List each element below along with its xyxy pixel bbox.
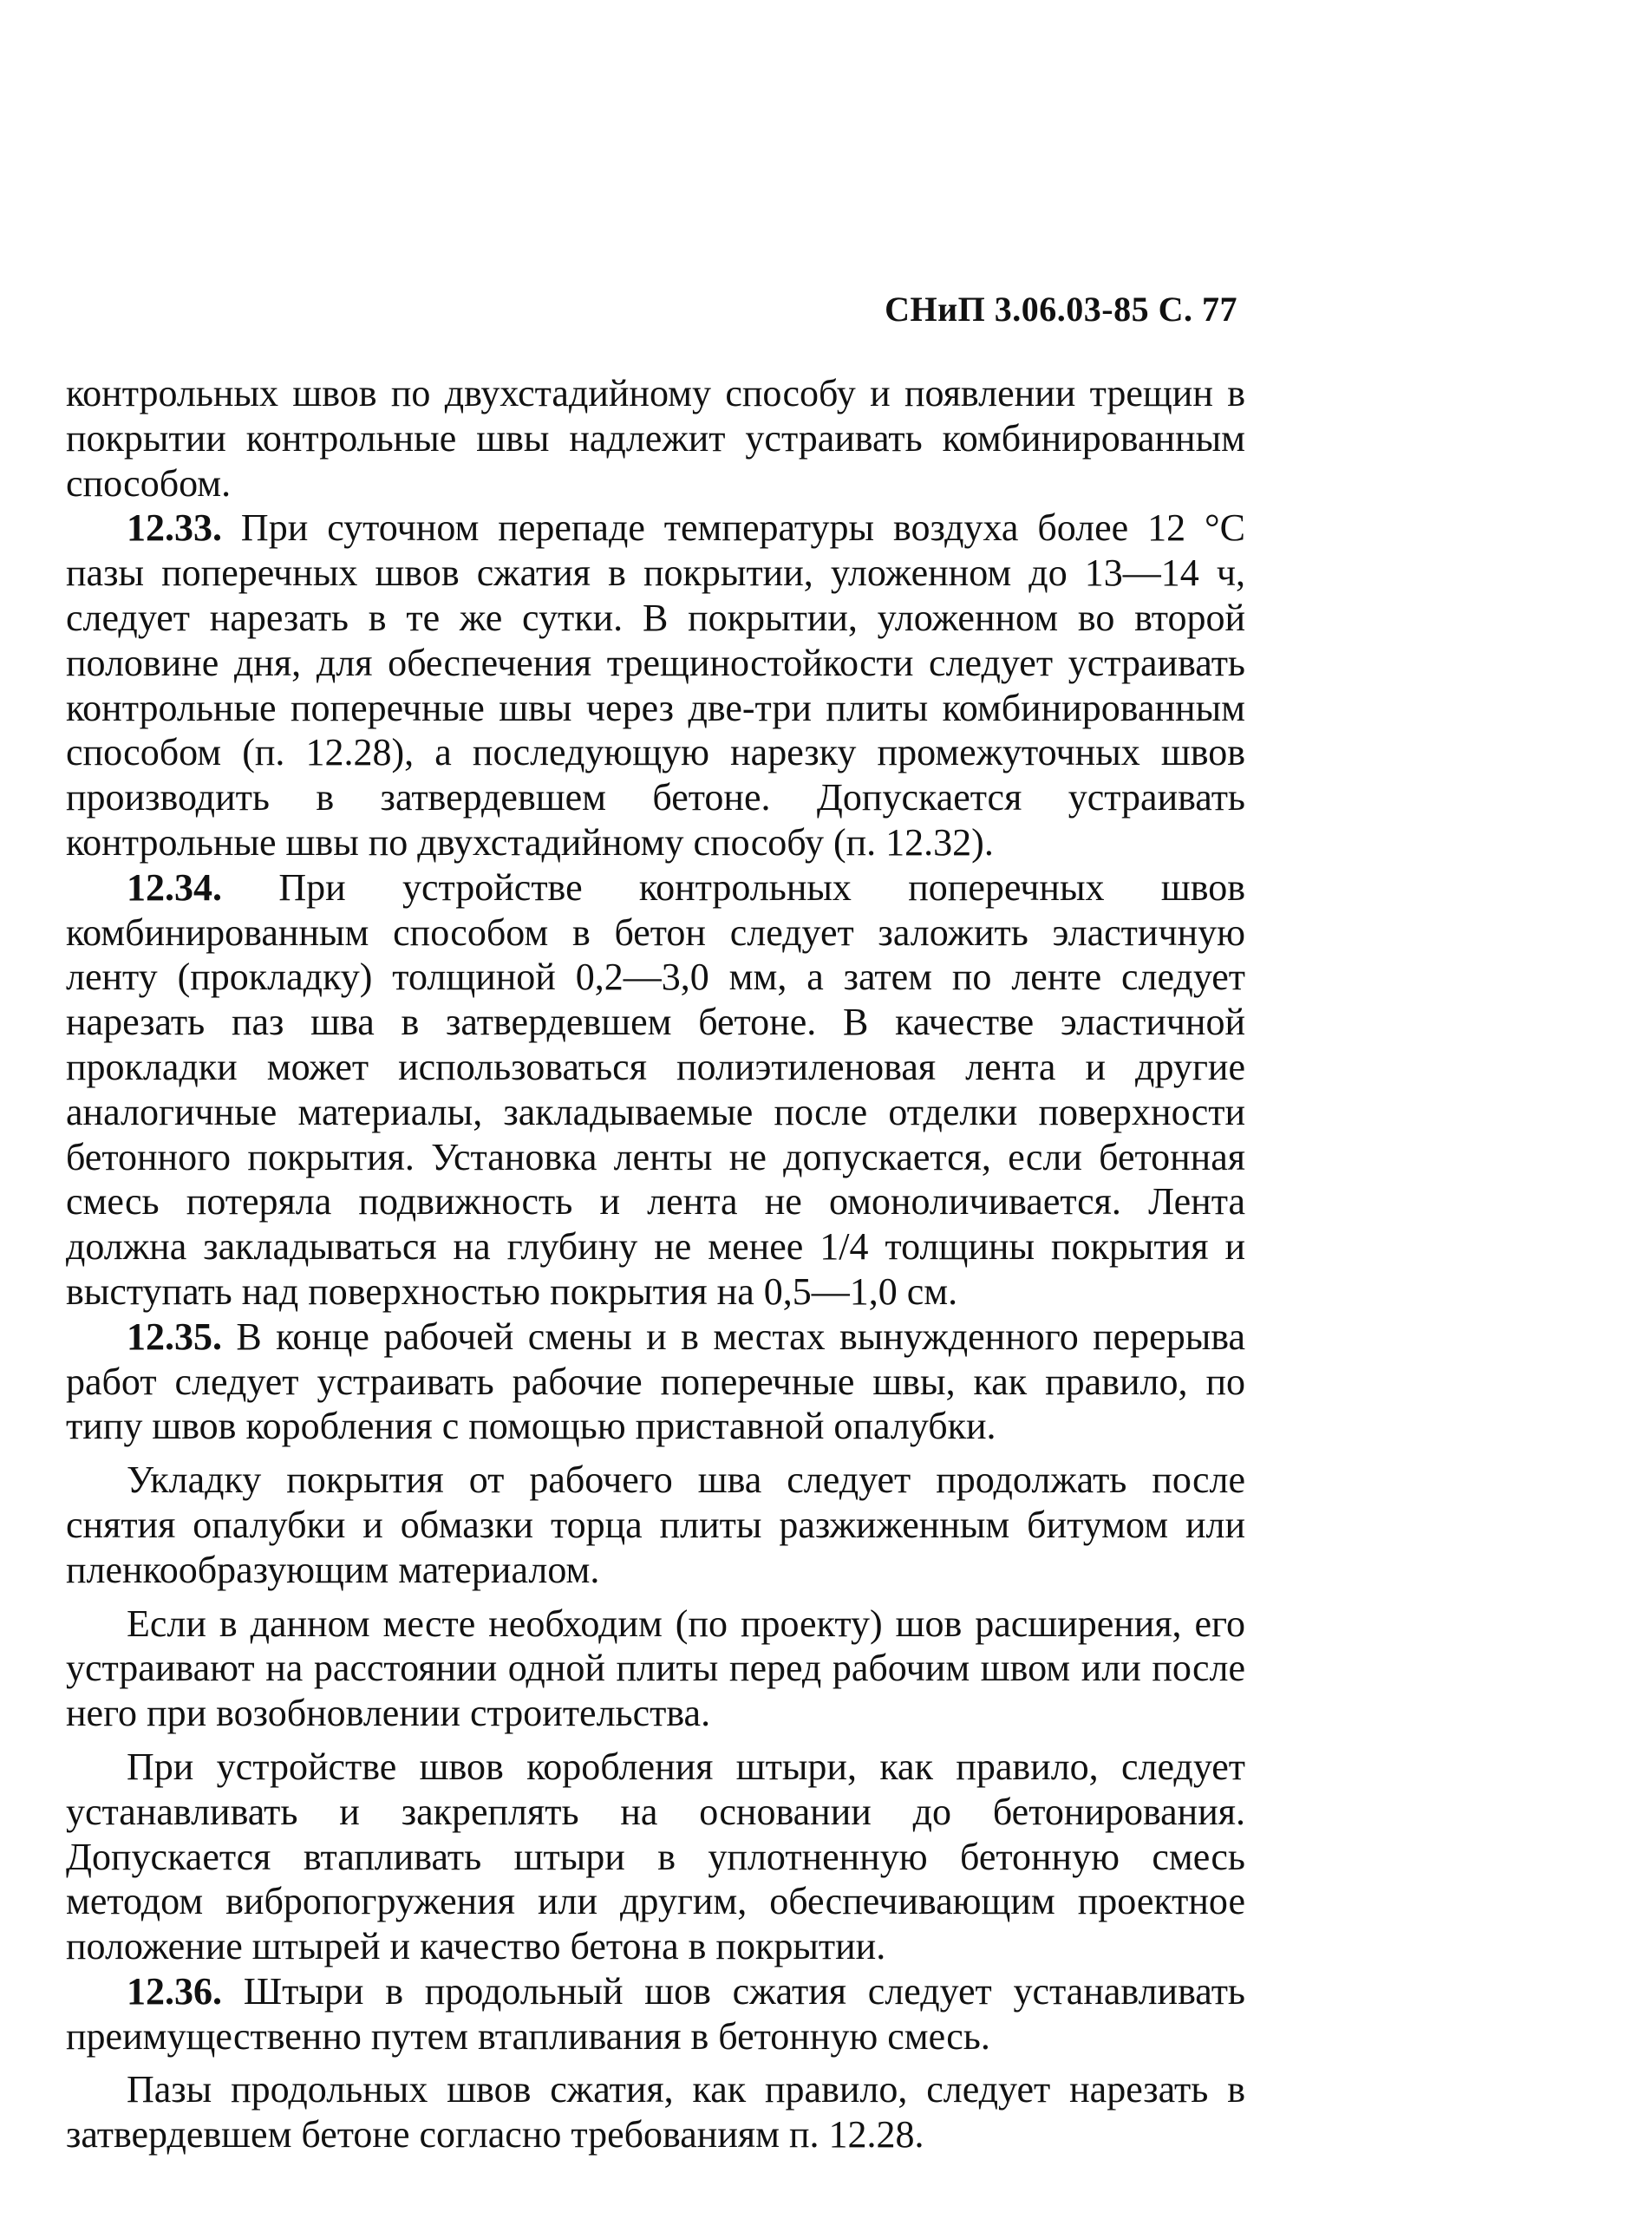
document-body xyxy=(66,371,1245,2157)
clause-12-35 xyxy=(66,1315,1245,1449)
running-header: СНиП 3.06.03-85 С. 77 xyxy=(885,290,1237,329)
paragraph-text: Пазы продольных швов сжатия, как правило, следует нарезать в затвердевшем бетоне согласно требованиям п. 12.28. xyxy=(66,2068,1245,2156)
paragraph-text: При устройстве контрольных поперечных швов комбинированным способом в бетон следует заложить эластичную ленту (прокладку) толщиной 0,2—3,0 мм, а затем по ленте следует нарезать паз шва в затвердевшем бетоне. В качестве эластичной прокладки может использоваться полиэтиленовая лента и другие аналогичные материалы, закладываемые после отделки поверхности бетонного покрытия. Установка ленты не допускается, если бетонная смесь потеряла подвижность и лента не омоноличивается. Лента должна закладываться на глубину не менее 1/4 толщины покрытия и выступать над поверхностью покрытия на 0,5—1,0 см. xyxy=(66,865,1245,1313)
paragraph-text: Если в данном месте необходим (по проекту) шов расширения, его устраивают на расстоянии одной плиты перед рабочим швом или после него при возобновлении строительства. xyxy=(66,1602,1245,1735)
paragraph-text: Укладку покрытия от рабочего шва следует продолжать после снятия опалубки и обмазки торца плиты разжиженным битумом или пленкообразующим материалом. xyxy=(66,1458,1245,1591)
paragraph-text: Штыри в продольный шов сжатия следует устанавливать преимущественно путем втапливания в бетонную смесь. xyxy=(66,1969,1245,2058)
paragraph-continuation xyxy=(66,371,1245,506)
paragraph-text: В конце рабочей смены и в местах вынужденного перерыва работ следует устраивать рабочие поперечные швы, как правило, по типу швов коробления с помощью приставной опалубки. xyxy=(66,1315,1245,1448)
paragraph xyxy=(66,1458,1245,1592)
clause-number: 12.34. xyxy=(127,865,222,909)
paragraph xyxy=(66,1602,1245,1736)
clause-number: 12.36. xyxy=(127,1969,222,2013)
clause-number: 12.35. xyxy=(127,1315,222,1358)
clause-number: 12.33. xyxy=(127,506,222,550)
paragraph xyxy=(66,2067,1245,2157)
clause-12-33 xyxy=(66,506,1245,865)
paragraph xyxy=(66,1745,1245,1969)
clause-12-34 xyxy=(66,865,1245,1315)
paragraph-text: контрольных швов по двухстадийному способу и появлении трещин в покрытии контрольные швы надлежит устраивать комбинированным способом. xyxy=(66,372,1245,505)
paragraph-text: При суточном перепаде температуры воздуха более 12 °С пазы поперечных швов сжатия в покрытии, уложенном до 13—14 ч, следует нарезать в те же сутки. В покрытии, уложенном во второй половине дня, для обеспечения трещиностойкости следует устраивать контрольные поперечные швы через две-три плиты комбинированным способом (п. 12.28), а последующую нарезку промежуточных швов производить в затвердевшем бетоне. Допускается устраивать контрольные швы по двухстадийному способу (п. 12.32). xyxy=(66,506,1245,864)
clause-12-36 xyxy=(66,1969,1245,2059)
paragraph-text: При устройстве швов коробления штыри, как правило, следует устанавливать и закреплять на основании до бетонирования. Допускается втапливать штыри в уплотненную бетонную смесь методом вибропогружения или другим, обеспечивающим проектное положение штырей и качество бетона в покрытии. xyxy=(66,1745,1245,1968)
